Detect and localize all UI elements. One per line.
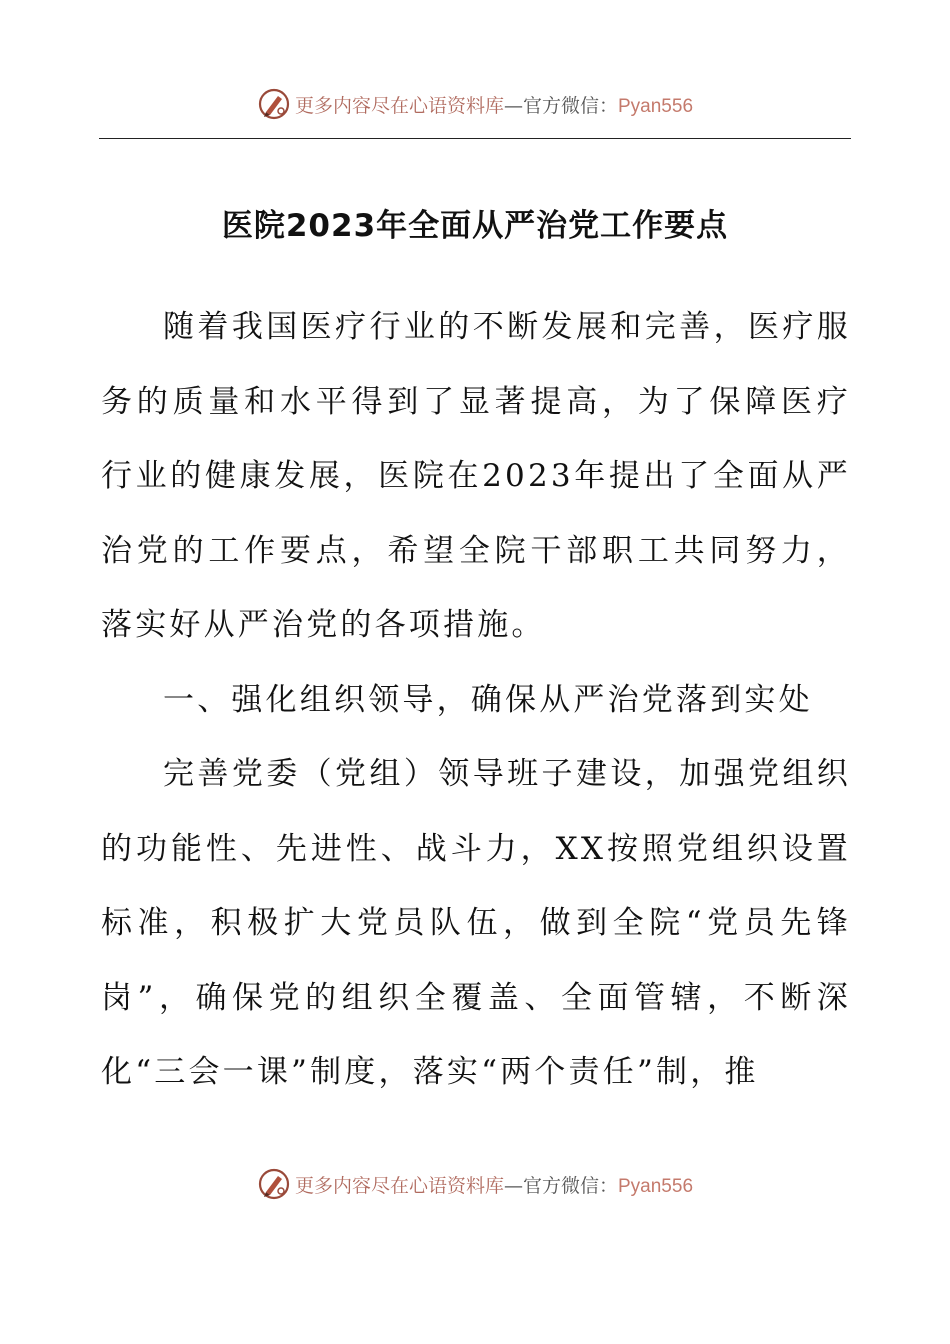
section-heading-1: 一、强化组织领导，确保从严治党落到实处 xyxy=(163,681,813,718)
watermark-dash: — xyxy=(503,1174,523,1197)
footer-watermark xyxy=(0,1164,950,1204)
watermark-dash: — xyxy=(503,94,523,117)
watermark-id: Pyan556 xyxy=(618,95,694,117)
watermark-id: Pyan556 xyxy=(618,1175,694,1197)
header-divider xyxy=(99,138,851,139)
watermark-text xyxy=(295,91,693,118)
watermark-brand: 更多内容尽在心语资料库 xyxy=(294,1174,504,1197)
document-title: 医院2023年全面从严治党工作要点 xyxy=(221,208,729,244)
watermark-brand: 更多内容尽在心语资料库 xyxy=(294,94,504,117)
pen-logo-icon xyxy=(257,1167,291,1201)
paragraph-intro: 随着我国医疗行业的不断发展和完善，医疗服务的质量和水平得到了显著提高，为了保障医疗行业的健康发展，医院在2023年提出了全面从严治党的工作要点，希望全院干部职工共同努力，落实好从严治党的各项措施。 xyxy=(101,309,851,643)
header-watermark xyxy=(0,84,950,124)
watermark-official: 官方微信： xyxy=(522,1174,618,1197)
watermark-official: 官方微信： xyxy=(522,94,618,117)
paragraph-section-1: 完善党委（党组）领导班子建设，加强党组织的功能性、先进性、战斗力，XX按照党组织设置标准，积极扩大党员队伍，做到全院“党员先锋岗”，确保党的组织全覆盖、全面管辖，不断深化“三会一课”制度，落实“两个责任”制，推 xyxy=(101,756,851,1090)
pen-logo-icon xyxy=(257,87,291,121)
watermark-text xyxy=(295,1171,693,1198)
document-body xyxy=(101,290,851,1110)
